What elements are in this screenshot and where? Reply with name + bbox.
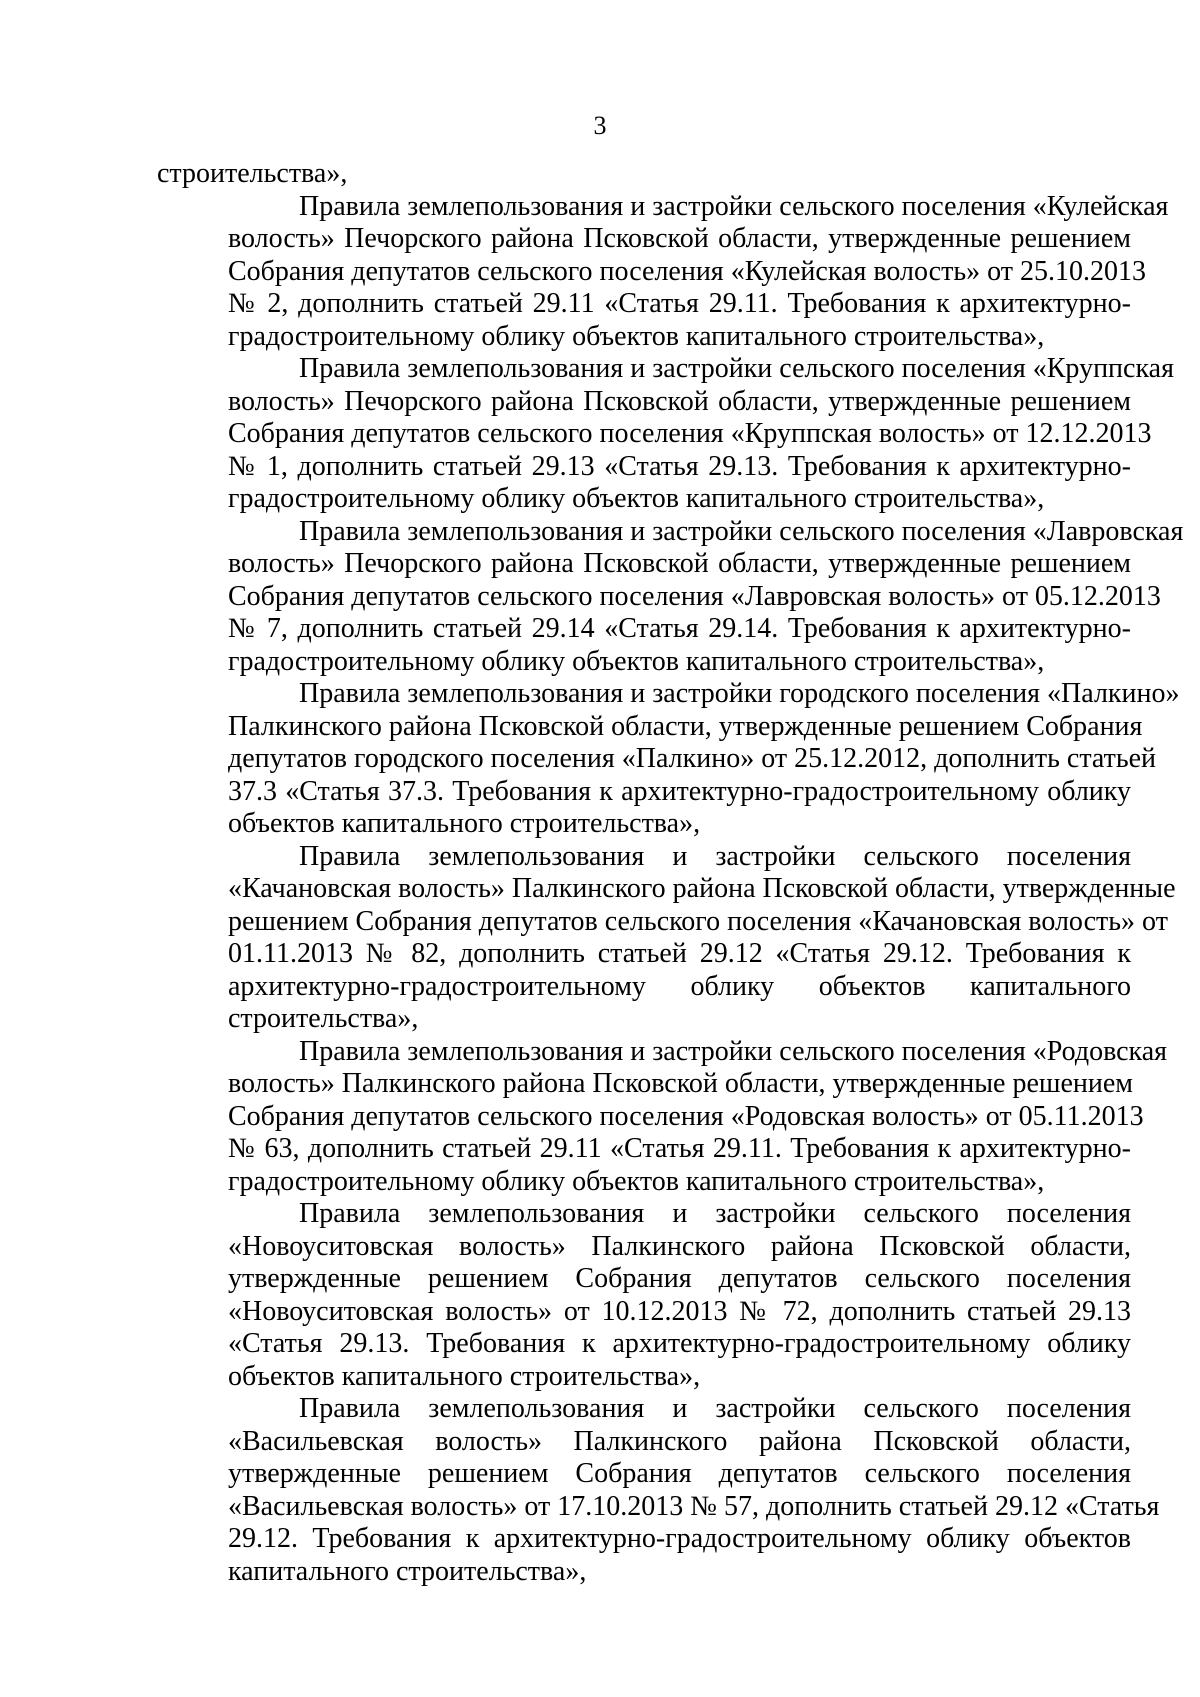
- paragraph-line: строительства»,: [157, 158, 348, 189]
- paragraph-line: Правила землепользования и застройки сельского поселения: [299, 1198, 1131, 1229]
- paragraph-line: Правила землепользования и застройки сельского поселения «Родовская: [299, 1035, 1168, 1067]
- paragraph-line: объектов капитального строительства»,: [228, 808, 701, 839]
- paragraph-line: № 63, дополнить статьей 29.11 «Статья 29.11. Требования к архитектурно-: [228, 1133, 1131, 1164]
- paragraph-line: Правила землепользования и застройки городского поселения «Палкино»: [299, 678, 1180, 709]
- paragraph-line: «Васильевская волость» Палкинского района Псковской области,: [228, 1425, 1131, 1457]
- paragraph-line: объектов капитального строительства»,: [228, 1360, 701, 1392]
- paragraph-line: Правила землепользования и застройки сельского поселения «Круппская: [299, 353, 1174, 384]
- paragraph-line: «Новоуситовская волость» Палкинского района Псковской области,: [228, 1230, 1131, 1262]
- paragraph: [157, 158, 1131, 191]
- paragraph-line: капитального строительства»,: [228, 1555, 587, 1587]
- paragraph-line: градостроительному облику объектов капитального строительства»,: [228, 320, 1045, 352]
- paragraph-line: Собрания депутатов сельского поселения «Кулейская волость» от 25.10.2013: [228, 255, 1146, 287]
- paragraph: [157, 1198, 1131, 1393]
- document-body: [157, 158, 1184, 1588]
- paragraph-line: утвержденные решением Собрания депутатов сельского поселения: [228, 1458, 1131, 1489]
- paragraph-line: № 7, дополнить статьей 29.14 «Статья 29.14. Требования к архитектурно-: [228, 613, 1131, 644]
- paragraph-line: волость» Печорского района Псковской области, утвержденные решением: [228, 385, 1131, 417]
- paragraph-line: «Качановская волость» Палкинского района Псковской области, утвержденные: [228, 873, 1176, 904]
- paragraph-line: Правила землепользования и застройки сельского поселения «Лавровская: [299, 515, 1184, 547]
- paragraph: [157, 1393, 1160, 1588]
- paragraph-line: 01.11.2013 № 82, дополнить статьей 29.12 «Статья 29.12. Требования к: [228, 938, 1131, 969]
- paragraph: [157, 1035, 1168, 1199]
- paragraph-line: утвержденные решением Собрания депутатов сельского поселения: [228, 1263, 1131, 1294]
- paragraph: [157, 190, 1169, 354]
- paragraph-line: волость» Печорского района Псковской области, утвержденные решением: [228, 548, 1131, 579]
- paragraph-line: Правила землепользования и застройки сельского поселения «Кулейская: [299, 190, 1169, 222]
- paragraph-line: 29.12. Требования к архитектурно-градостроительному облику объектов: [228, 1523, 1131, 1554]
- paragraph-line: волость» Печорского района Псковской области, утвержденные решением: [228, 223, 1131, 254]
- page-number: 3: [593, 111, 607, 140]
- paragraph-line: депутатов городского поселения «Палкино» от 25.12.2012, дополнить статьей: [228, 743, 1157, 774]
- paragraph: [157, 515, 1184, 679]
- paragraph-line: Собрания депутатов сельского поселения «Круппская волость» от 12.12.2013: [228, 418, 1152, 449]
- paragraph-line: строительства»,: [228, 1003, 419, 1034]
- paragraph-line: Палкинского района Псковской области, утвержденные решением Собрания: [228, 710, 1143, 742]
- paragraph-line: № 2, дополнить статьей 29.11 «Статья 29.11. Требования к архитектурно-: [228, 288, 1131, 319]
- paragraph: [157, 678, 1180, 841]
- paragraph-line: градостроительному облику объектов капитального строительства»,: [228, 645, 1045, 677]
- paragraph-line: № 1, дополнить статьей 29.13 «Статья 29.13. Требования к архитектурно-: [228, 450, 1131, 482]
- paragraph: [157, 353, 1174, 516]
- paragraph-line: Собрания депутатов сельского поселения «Лавровская волость» от 05.12.2013: [228, 580, 1161, 612]
- paragraph-line: 37.3 «Статья 37.3. Требования к архитектурно-градостроительному облику: [228, 775, 1131, 807]
- paragraph-line: Правила землепользования и застройки сельского поселения: [299, 1393, 1131, 1424]
- paragraph-line: Собрания депутатов сельского поселения «Родовская волость» от 05.11.2013: [228, 1100, 1144, 1132]
- paragraph-line: «Статья 29.13. Требования к архитектурно-градостроительному облику: [228, 1328, 1131, 1359]
- paragraph-line: градостроительному облику объектов капитального строительства»,: [228, 1165, 1045, 1197]
- paragraph-line: волость» Палкинского района Псковской области, утвержденные решением: [228, 1068, 1133, 1099]
- paragraph-line: Правила землепользования и застройки сельского поселения: [299, 840, 1131, 872]
- paragraph-line: архитектурно-градостроительному облику объектов капитального: [228, 970, 1131, 1002]
- paragraph-line: градостроительному облику объектов капитального строительства»,: [228, 483, 1045, 514]
- paragraph-line: «Новоуситовская волость» от 10.12.2013 № 72, дополнить статьей 29.13: [228, 1295, 1131, 1327]
- paragraph: [157, 840, 1176, 1036]
- paragraph-line: решением Собрания депутатов сельского поселения «Качановская волость» от: [228, 905, 1168, 937]
- paragraph-line: «Васильевская волость» от 17.10.2013 № 57, дополнить статьей 29.12 «Статья: [228, 1490, 1160, 1522]
